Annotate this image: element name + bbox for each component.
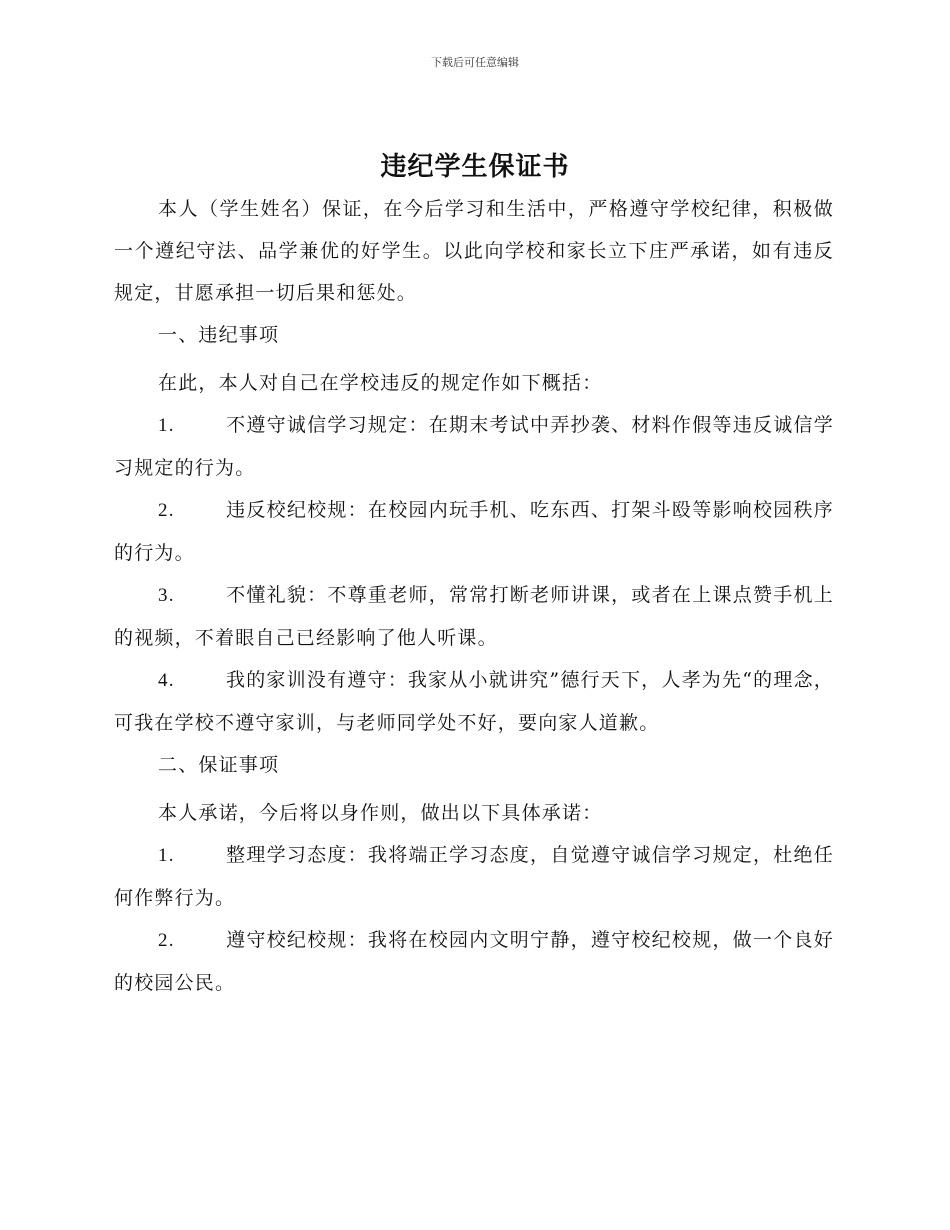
intro-paragraph: 本人（学生姓名）保证，在今后学习和生活中，严格遵守学校纪律，积极做一个遵纪守法、品学兼优的好学生。以此向学校和家长立下庄严承诺，如有违反规定，甘愿承担一切后果和惩处。 — [114, 198, 834, 304]
document-title: 违纪学生保证书 — [380, 152, 570, 182]
item-text: 遵守校纪校规：我将在校园内文明宁静，遵守校纪校规，做一个良好的校园公民。 — [114, 929, 834, 994]
violation-item — [114, 659, 834, 744]
header-note: 下载后可任意编辑 — [431, 56, 519, 69]
section-heading-guarantees: 二、保证事项 — [158, 754, 280, 776]
section-heading-violations: 一、违纪事项 — [158, 324, 280, 346]
item-number: 4. — [158, 670, 175, 691]
item-text: 整理学习态度：我将端正学习态度，自觉遵守诚信学习规定，杜绝任何作弊行为。 — [114, 844, 834, 909]
section-lead-guarantees: 本人承诺，今后将以身作则，做出以下具体承诺： — [158, 802, 603, 824]
item-text: 不懂礼貌：不尊重老师，常常打断老师讲课，或者在上课点赞手机上的视频，不着眼自己已经影响了他人听课。 — [114, 584, 834, 649]
document-body — [114, 188, 834, 1004]
item-text: 我的家训没有遵守：我家从小就讲究”德行天下，人孝为先“的理念，可我在学校不遵守家训，与老师同学处不好，要向家人道歉。 — [114, 669, 834, 734]
violation-item — [114, 404, 834, 489]
item-text: 不遵守诚信学习规定：在期末考试中弄抄袭、材料作假等违反诚信学习规定的行为。 — [114, 414, 834, 479]
violation-item — [114, 574, 834, 659]
section-lead-violations: 在此，本人对自己在学校违反的规定作如下概括： — [158, 372, 603, 394]
item-number: 2. — [158, 930, 175, 951]
item-number: 3. — [158, 585, 175, 606]
violation-item — [114, 489, 834, 574]
item-number: 1. — [158, 845, 175, 866]
guarantee-item — [114, 834, 834, 919]
item-number: 2. — [158, 500, 175, 521]
item-number: 1. — [158, 415, 175, 436]
item-text: 违反校纪校规：在校园内玩手机、吃东西、打架斗殴等影响校园秩序的行为。 — [114, 499, 834, 564]
guarantee-item — [114, 919, 834, 1004]
